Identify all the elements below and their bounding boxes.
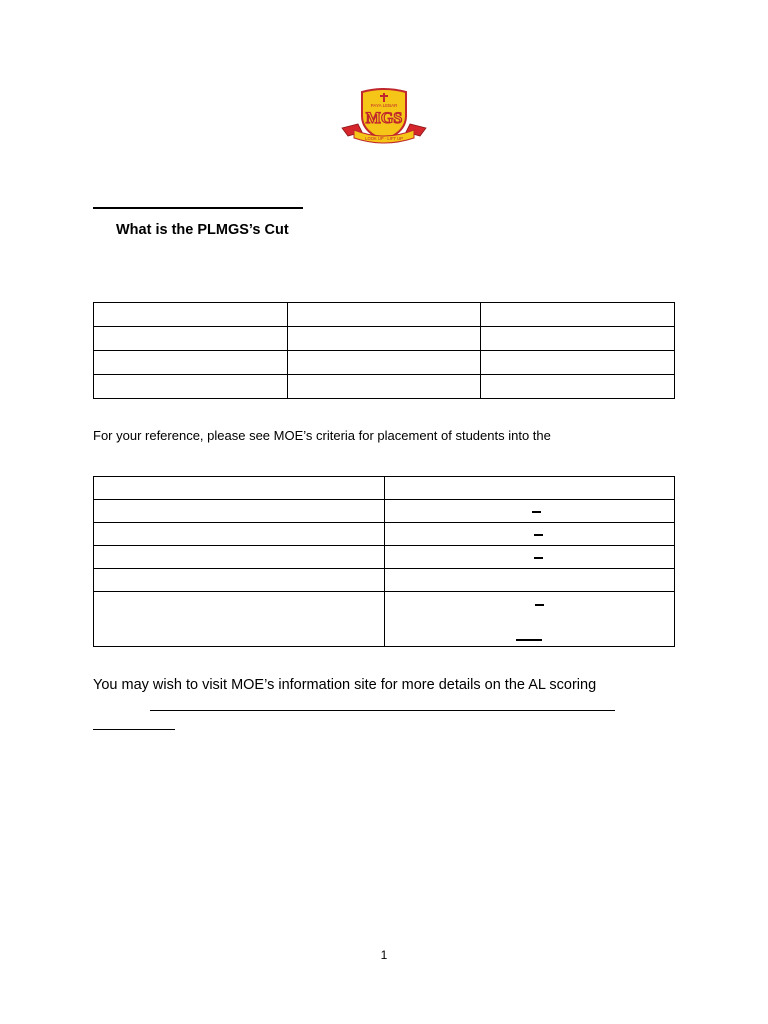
table-cell — [384, 477, 675, 500]
table-cell — [384, 592, 675, 647]
section-heading: What is the PLMGS’s Cut — [116, 222, 289, 238]
school-crest-logo — [340, 86, 428, 148]
reference-text: For your reference, please see MOE’s criteria for placement of students into the — [93, 428, 551, 443]
table-cell — [94, 375, 288, 399]
table-cell — [481, 327, 675, 351]
dash-mark — [535, 604, 544, 606]
table-row — [94, 592, 675, 647]
dash-mark — [532, 511, 541, 513]
table-cell — [384, 523, 675, 546]
table-cell — [481, 351, 675, 375]
table-cell — [94, 592, 385, 647]
table-cell — [384, 500, 675, 523]
table-row — [94, 477, 675, 500]
link-underline[interactable] — [150, 710, 615, 711]
page-number: 1 — [380, 948, 388, 962]
table-row — [94, 375, 675, 399]
table-cell — [287, 327, 481, 351]
criteria-table — [93, 476, 675, 647]
table-row — [94, 569, 675, 592]
table-row — [94, 500, 675, 523]
table-cell — [481, 303, 675, 327]
underline-mark — [516, 639, 542, 641]
table-row — [94, 327, 675, 351]
table-cell — [94, 569, 385, 592]
table-row — [94, 546, 675, 569]
mgs-crest-icon — [340, 86, 428, 148]
table-cell — [384, 546, 675, 569]
crest-main-text: MGS — [365, 110, 403, 127]
table-cell — [287, 375, 481, 399]
dash-mark — [534, 534, 543, 536]
crest-motto: LOOK UP · LIFT UP — [365, 136, 403, 141]
table-cell — [94, 303, 288, 327]
cutoff-table — [93, 302, 675, 399]
table-row — [94, 351, 675, 375]
table-cell — [94, 546, 385, 569]
table-cell — [481, 375, 675, 399]
table-cell — [287, 303, 481, 327]
visit-text: You may wish to visit MOE’s information site for more details on the AL scoring — [93, 677, 597, 693]
table-cell — [94, 523, 385, 546]
table-cell — [287, 351, 481, 375]
link-underline[interactable] — [93, 729, 175, 730]
table-cell — [94, 327, 288, 351]
table-cell — [94, 500, 385, 523]
dash-mark — [534, 557, 543, 559]
table-cell — [384, 569, 675, 592]
heading-rule — [93, 207, 303, 209]
crest-top-text: PAYA LEBAR — [370, 103, 398, 108]
table-cell — [94, 351, 288, 375]
table-row — [94, 303, 675, 327]
table-row — [94, 523, 675, 546]
table-cell — [94, 477, 385, 500]
